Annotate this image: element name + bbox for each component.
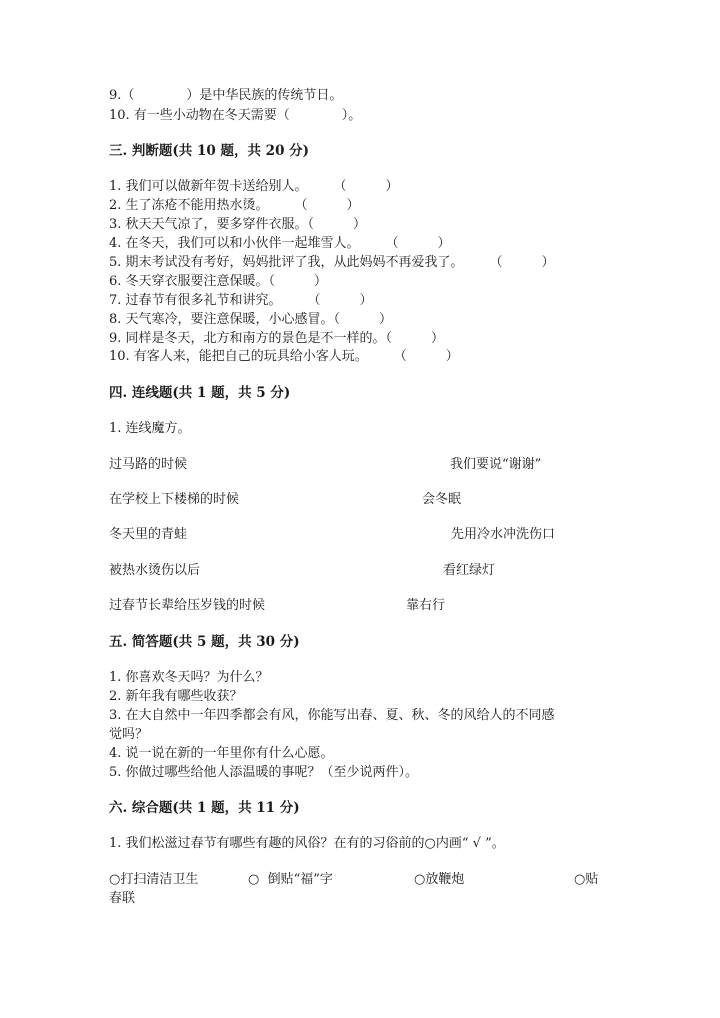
short-answer-item: 2. 新年我有哪些收获？ — [109, 689, 243, 704]
match-right-item: 靠右行 — [406, 598, 446, 613]
match-right-item: 先用冷水冲洗伤口 — [451, 527, 556, 542]
section-3-heading: 三. 判断题(共 10 题，共 20 分) — [109, 143, 310, 159]
section-6-heading: 六. 综合题(共 1 题，共 11 分) — [109, 800, 300, 816]
section-4-heading: 四. 连线题(共 1 题，共 5 分) — [109, 385, 291, 401]
match-right-item: 我们要说“谢谢” — [450, 457, 542, 472]
judge-item: 10. 有客人来，能把自己的玩具给小客人玩。 （ ） — [109, 349, 459, 364]
judge-item: 6. 冬天穿衣服要注意保暖。（ ） — [109, 274, 328, 289]
option-circle-item: ○打扫清洁卫生 — [109, 872, 199, 887]
option-circle-item: ○ 倒贴“福”字 — [248, 872, 333, 887]
match-left-item: 过春节长辈给压岁钱的时候 — [109, 598, 266, 613]
judge-item: 1. 我们可以做新年贺卡送给别人。 （ ） — [109, 179, 399, 194]
comprehensive-question: 1. 我们松滋过春节有哪些有趣的风俗？在有的习俗前的○内画“ √ ”。 — [109, 836, 505, 851]
short-answer-item: 5. 你做过哪些给他人添温暖的事呢？（至少说两件）。 — [109, 765, 419, 780]
judge-item: 7. 过春节有很多礼节和讲究。 （ ） — [109, 293, 373, 308]
judge-item: 3. 秋天天气凉了，要多穿件衣服。（ ） — [109, 217, 367, 232]
short-answer-item: 4. 说一说在新的一年里你有什么心愿。 — [109, 746, 334, 761]
option-wrap-text: 春联 — [109, 891, 136, 906]
judge-item: 5. 期末考试没有考好，妈妈批评了我，从此妈妈不再爱我了。 （ ） — [109, 255, 555, 270]
option-circle-item: ○贴 — [574, 872, 599, 887]
section-5-heading: 五. 简答题(共 5 题，共 30 分) — [109, 634, 300, 650]
short-answer-item: 1. 你喜欢冬天吗？为什么？ — [109, 670, 269, 685]
option-circle-item: ○放鞭炮 — [414, 872, 465, 887]
question-10: 10. 有一些小动物在冬天需要（ ）。 — [109, 108, 362, 123]
short-answer-item: 觉吗？ — [109, 727, 149, 742]
match-left-item: 被热水烫伤以后 — [109, 563, 201, 578]
judge-item: 2. 生了冻疮不能用热水烫。 （ ） — [109, 198, 360, 213]
judge-item: 9. 同样是冬天，北方和南方的景色是不一样的。（ ） — [109, 331, 445, 346]
match-left-item: 冬天里的青蛙 — [109, 527, 188, 542]
match-left-item: 在学校上下楼梯的时候 — [109, 492, 240, 507]
match-right-item: 会冬眠 — [422, 492, 462, 507]
judge-item: 8. 天气寒冷，要注意保暖，小心感冒。（ ） — [109, 312, 393, 327]
match-left-item: 过马路的时候 — [109, 457, 188, 472]
judge-item: 4. 在冬天，我们可以和小伙伴一起堆雪人。 （ ） — [109, 236, 451, 251]
question-9: 9.（ ）是中华民族的传统节日。 — [109, 88, 343, 103]
short-answer-item: 3. 在大自然中一年四季都会有风，你能写出春、夏、秋、冬的风给人的不同感 — [109, 708, 555, 723]
matching-question: 1. 连线魔方。 — [109, 421, 191, 436]
match-right-item: 看红绿灯 — [443, 563, 496, 578]
